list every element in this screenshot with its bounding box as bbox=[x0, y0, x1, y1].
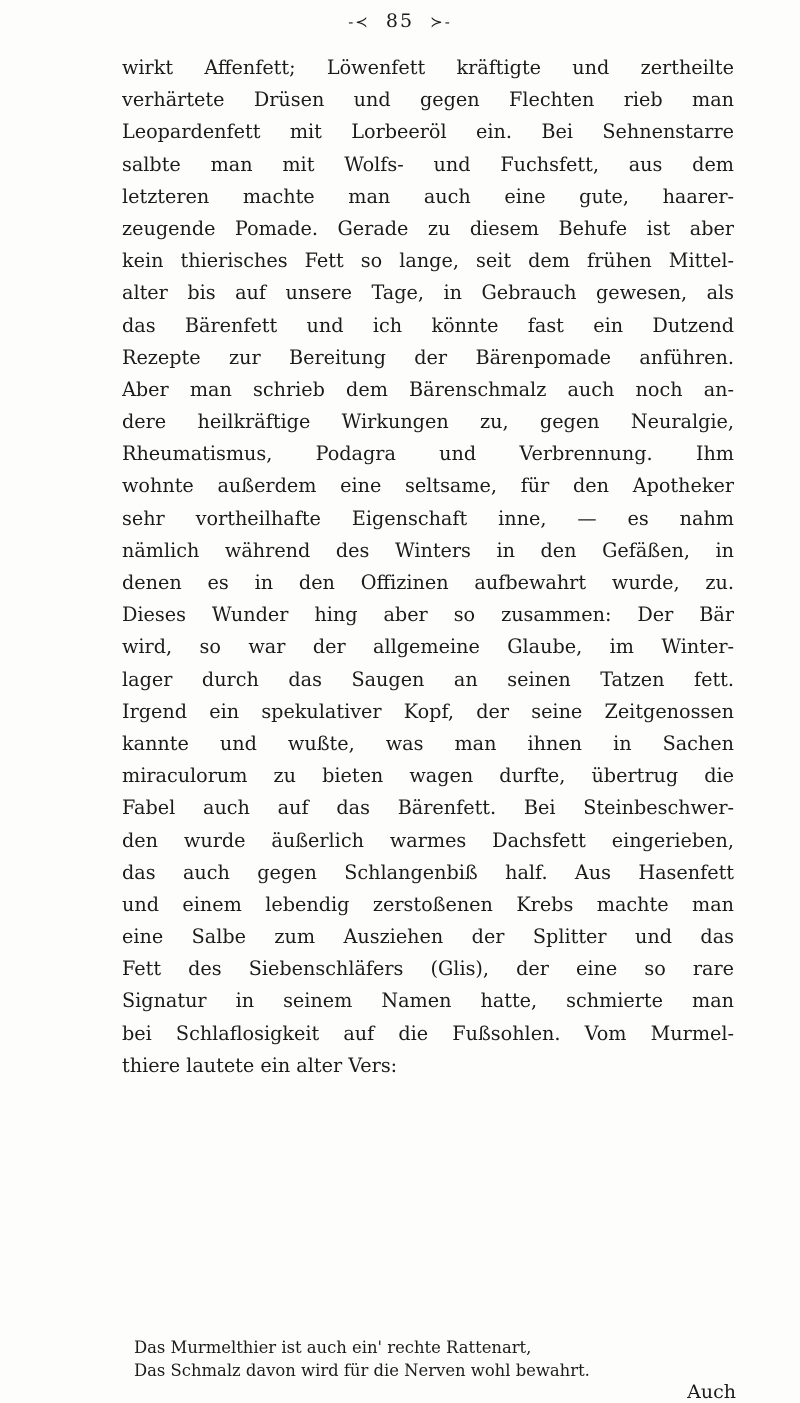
text-line: zeugende Pomade. Gerade zu diesem Behufe ist aber bbox=[122, 216, 734, 240]
body-text bbox=[122, 52, 734, 1082]
text-line: Fabel auch auf das Bärenfett. Bei Steinbeschwer- bbox=[122, 796, 734, 820]
text-line: Signatur in seinem Namen hatte, schmierte man bbox=[122, 989, 734, 1013]
text-line: kannte und wußte, was man ihnen in Sachen bbox=[122, 731, 734, 755]
text-line: nämlich während des Winters in den Gefäßen, in bbox=[122, 538, 734, 562]
text-line: eine Salbe zum Ausziehen der Splitter und das bbox=[122, 925, 734, 949]
ornament-left: -≺ bbox=[348, 13, 370, 31]
text-line: Rezepte zur Bereitung der Bärenpomade anführen. bbox=[122, 345, 734, 369]
text-line: Aber man schrieb dem Bärenschmalz auch noch an- bbox=[122, 377, 734, 401]
text-line: denen es in den Offizinen aufbewahrt wurde, zu. bbox=[122, 571, 734, 594]
text-line: verhärtete Drüsen und gegen Flechten rieb man bbox=[122, 88, 734, 112]
text-line: kein thierisches Fett so lange, seit dem frühen Mittel- bbox=[122, 249, 734, 273]
text-line: wirkt Affenfett; Löwenfett kräftigte und zertheilte bbox=[122, 56, 734, 79]
text-line: Irgend ein spekulativer Kopf, der seine Zeitgenossen bbox=[122, 699, 734, 723]
catchword: Auch bbox=[687, 1381, 736, 1403]
text-line: Fett des Siebenschläfers (Glis), der eine so rare bbox=[122, 957, 734, 981]
verse-line: Das Murmelthier ist auch ein' rechte Rattenart, bbox=[134, 1338, 532, 1357]
verse-line: Das Schmalz davon wird für die Nerven wohl bewahrt. bbox=[134, 1361, 590, 1380]
ornament-right: ≻- bbox=[430, 13, 452, 31]
text-line: das auch gegen Schlangenbiß half. Aus Hasenfett bbox=[122, 860, 734, 884]
text-line: miraculorum zu bieten wagen durfte, übertrug die bbox=[122, 764, 734, 788]
text-line: Dieses Wunder hing aber so zusammen: Der Bär bbox=[122, 603, 734, 627]
text-line: salbte man mit Wolfs- und Fuchsfett, aus dem bbox=[122, 152, 734, 176]
verse-quote bbox=[134, 1336, 734, 1382]
page-header bbox=[0, 10, 800, 32]
text-line: alter bis auf unsere Tage, in Gebrauch gewesen, als bbox=[122, 281, 734, 305]
text-line: lager durch das Saugen an seinen Tatzen fett. bbox=[122, 667, 734, 691]
page-number: 85 bbox=[385, 10, 415, 32]
text-line: Leopardenfett mit Lorbeeröl ein. Bei Sehnenstarre bbox=[122, 120, 734, 144]
text-line: thiere lautete ein alter Vers: bbox=[122, 1053, 398, 1077]
text-line: sehr vortheilhafte Eigenschaft inne, — es nahm bbox=[122, 506, 734, 530]
text-line: letzteren machte man auch eine gute, haarer- bbox=[122, 184, 734, 208]
text-line: wird, so war der allgemeine Glaube, im Winter- bbox=[122, 635, 734, 659]
text-line: das Bärenfett und ich könnte fast ein Dutzend bbox=[122, 313, 734, 337]
text-line: dere heilkräftige Wirkungen zu, gegen Neuralgie, bbox=[122, 410, 734, 434]
text-line: bei Schlaflosigkeit auf die Fußsohlen. Vom Murmel- bbox=[122, 1021, 734, 1045]
text-line: und einem lebendig zerstoßenen Krebs machte man bbox=[122, 892, 734, 916]
text-line: den wurde äußerlich warmes Dachsfett eingerieben, bbox=[122, 828, 734, 852]
text-line: Rheumatismus, Podagra und Verbrennung. Ihm bbox=[122, 442, 734, 466]
text-line: wohnte außerdem eine seltsame, für den Apotheker bbox=[122, 474, 734, 498]
